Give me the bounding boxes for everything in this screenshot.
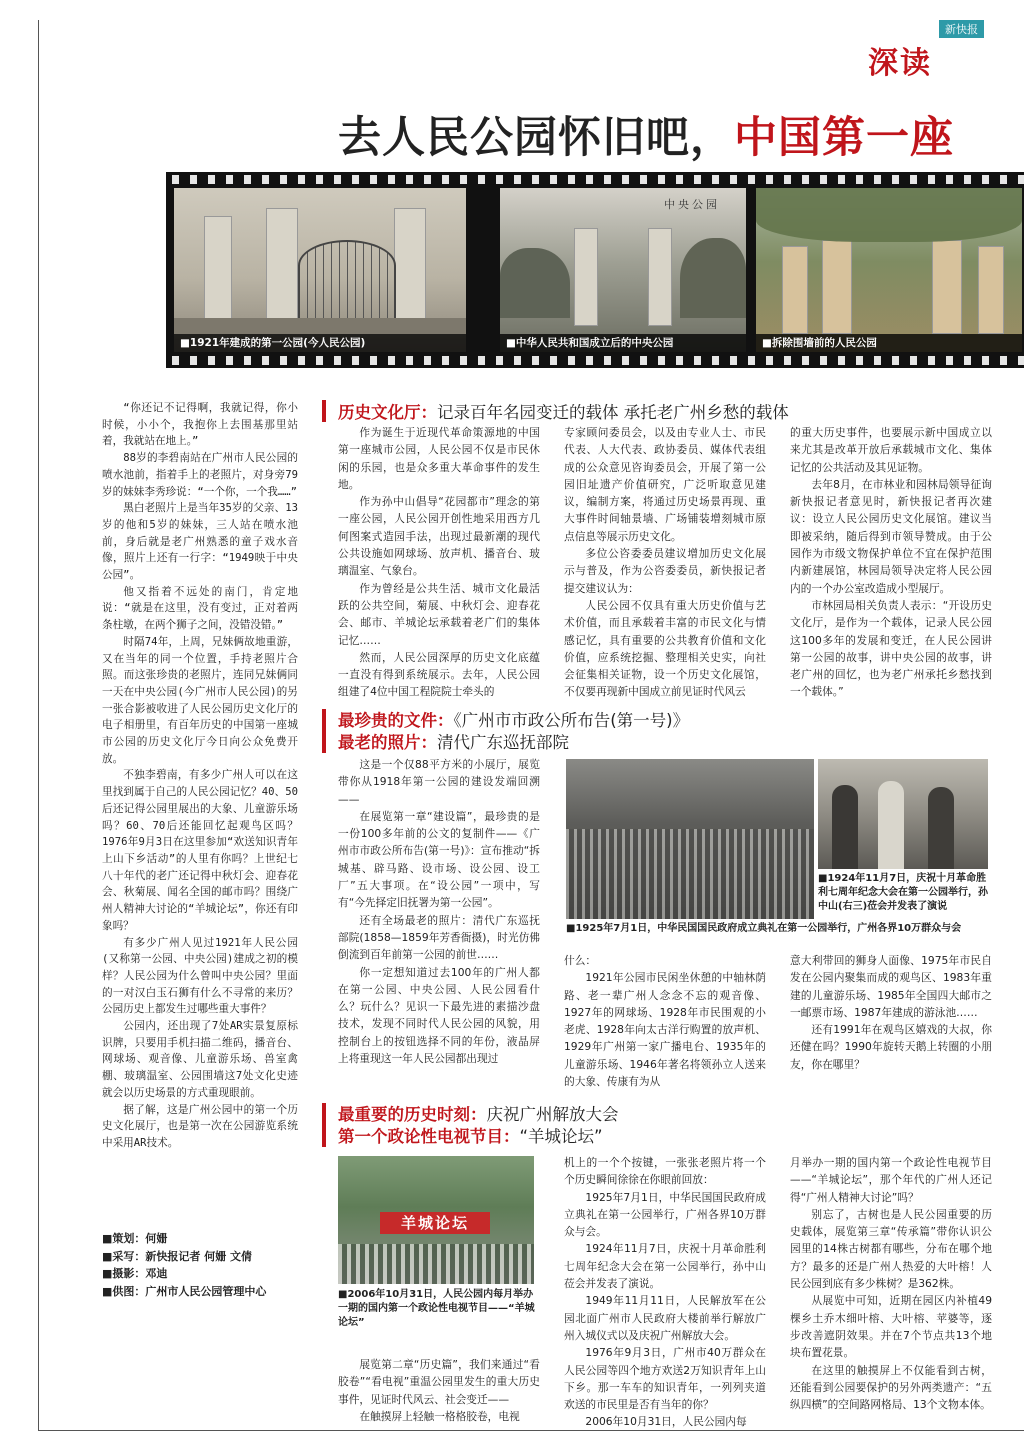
body-paragraph: 从展览中可知，近期在园区内补植49棵乡土乔木细叶榕、大叶榕、苹婆等，逐步改善遮阴效果。并在7个节点共13个地块布置花景。 bbox=[790, 1294, 992, 1360]
photo-caption: ■拆除围墙前的人民公园 bbox=[756, 334, 1022, 352]
body-paragraph: 还有1991年在观鸟区嬉戏的大叔，你还健在吗？1990年旋转天鹅上转圈的小朋友，你在哪里？ bbox=[790, 1023, 992, 1071]
headline-black: 去人民公园怀旧吧， bbox=[338, 113, 734, 163]
body-paragraph: 多位公咨委委员建议增加历史文化展示与普及，作为公咨委委员，新快报记者提交建议认为： bbox=[564, 547, 766, 595]
body-paragraph: 然而，人民公园深厚的历史文化底蕴一直没有得到系统展示。去年，人民公园组建了4位中国工程院院士牵头的 bbox=[338, 650, 540, 699]
gate-pillar bbox=[574, 228, 598, 326]
gate-pillar bbox=[822, 240, 852, 334]
body-paragraph: 什么： bbox=[564, 954, 597, 967]
section2-column-3 bbox=[790, 952, 992, 1073]
section2-heading-text: 清代广东巡抚部院 bbox=[437, 733, 569, 752]
body-paragraph: 月举办一期的国内第一个政论性电视节目——“羊城论坛”，那个年代的广州人还记得“广州人精神大讨论”吗？ bbox=[790, 1156, 992, 1204]
photo-yangcheng-caption: ■2006年10月31日，人民公园内每月举办一期的国内第一个政论性电视节目——“羊城论坛” bbox=[338, 1289, 535, 1328]
section3-heading-line1 bbox=[338, 1101, 619, 1125]
lead-paragraph: 时隔74年，上周，兄妹俩故地重游，又在当年的同一个位置，手持老照片合照。而这张珍贵的老照片，连同兄妹俩同一天在中央公园(今广州市人民公园)的另一张合影被收进了人民公园历史文化厅的电子相册里，有百年历史的中国第一座城市公园的历史文化厅今日向公众免费开放。 bbox=[102, 635, 298, 765]
section2-heading-text: 《广州市市政公所布告(第一号)》 bbox=[453, 711, 690, 730]
section3-column-2 bbox=[564, 1154, 766, 1431]
crowd bbox=[566, 829, 814, 919]
figure bbox=[878, 781, 904, 869]
body-paragraph: 在这里的触摸屏上不仅能看到古树，还能看到公园要保护的另外两类遗产：“五纵四横”的空间路网格局、13个文物本体。 bbox=[790, 1363, 992, 1412]
photo-1924-caption: ■1924年11月7日，庆祝十月革命胜利七周年纪念大会在第一公园举行，孙中山(右三)莅会并发表了演说 bbox=[818, 873, 988, 912]
section3-heading-text: 庆祝广州解放大会 bbox=[486, 1105, 619, 1124]
brand-badge: 新快报 bbox=[939, 20, 984, 38]
gate-pillar bbox=[648, 228, 672, 326]
photo-1925-ceremony bbox=[566, 759, 814, 919]
gate-pillar bbox=[394, 208, 426, 322]
body-paragraph: 在触摸屏上轻触一格格胶卷，电视 bbox=[359, 1409, 520, 1423]
tree bbox=[500, 248, 570, 318]
body-paragraph: 在展览第一章“建设篇”，最珍贵的是一份100多年前的公文的复制件——《广州市市政公所布告(第一号)》：宣布推动“拆城基、辟马路、设市场、设公园、设工厂”五大事项。在“设公园”一项中，写有“今先择定旧抚署为第一公园”。 bbox=[338, 809, 540, 910]
tree-canopy bbox=[756, 188, 1022, 242]
body-paragraph: 作为诞生于近现代革命策源地的中国第一座城市公园，人民公园不仅是市民休闲的乐园，也是众多重大革命事件的发生地。 bbox=[338, 426, 540, 491]
body-paragraph: 的重大历史事件，也要展示新中国成立以来尤其是改革开放后承载城市文化、集体记忆的公共活动及其见证物。 bbox=[790, 426, 992, 474]
lead-paragraph: 有多少广州人见过1921年人民公园(又称第一公园、中央公园)建成之初的模样？人民公园为什么曾叫中央公园？里面的一对汉白玉石狮有什么不寻常的来历？公园历史上都发生过哪些重大事件？ bbox=[102, 936, 298, 1016]
section1-column-1 bbox=[338, 424, 540, 701]
body-paragraph: 2006年10月31日，人民公园内每 bbox=[585, 1415, 747, 1429]
photo-yangcheng-forum bbox=[338, 1156, 534, 1284]
forum-banner: 羊城论坛 bbox=[380, 1212, 490, 1234]
section3-heading-red: 第一个政论性电视节目： bbox=[338, 1127, 520, 1146]
section-name: 深读 bbox=[868, 46, 932, 81]
credit-line: ■采写：新快报记者 何姗 文倩 bbox=[102, 1249, 253, 1263]
headline-red: 中国第一座 bbox=[734, 113, 954, 163]
film-perforation-top bbox=[166, 175, 1024, 184]
photo-central-park bbox=[500, 188, 746, 352]
photo-1925-caption: ■1925年7月1日，中华民国国民政府成立典礼在第一公园举行，广州各界10万群众与会 bbox=[566, 923, 962, 934]
credit-line: ■摄影：邓迪 bbox=[102, 1267, 168, 1280]
body-paragraph: 1949年11月11日，人民解放军在公园北面广州市人民政府大楼前举行解放广州入城仪式以及庆祝广州解放大会。 bbox=[564, 1294, 766, 1342]
page-frame-bottom bbox=[38, 1430, 1024, 1431]
section3-column-3 bbox=[790, 1154, 992, 1413]
body-paragraph: 这是一个仅88平方米的小展厅，展览带你从1918年第一公园的建设发端回溯—— bbox=[338, 758, 540, 806]
audience bbox=[338, 1244, 534, 1284]
lead-paragraph: “你还记不记得啊，我就记得，你小时候，小小个，我抱你上去围基那里站着，我就站在地上。” bbox=[102, 402, 298, 448]
section2-column-1 bbox=[338, 756, 540, 1067]
body-paragraph: 去年8月，在市林业和园林局领导征询新快报记者意见时，新快报记者再次建议：设立人民公园历史文化展馆。建议当即被采纳，随后得到市领导赞成。由于公园作为市级文物保护单位不宜在保护范围内新建展馆，林园局领导决定将人民公园内的一个办公室改造成小型展厅。 bbox=[790, 477, 992, 595]
section3-column-1 bbox=[338, 1356, 540, 1425]
section1-column-3 bbox=[790, 424, 992, 701]
page-frame-left bbox=[38, 20, 39, 1430]
lead-story-column bbox=[102, 400, 298, 1152]
section2-heading-red: 最珍贵的文件： bbox=[338, 711, 454, 730]
section-marker bbox=[322, 1103, 326, 1147]
section-marker bbox=[322, 400, 326, 422]
body-paragraph: 别忘了，古树也是人民公园重要的历史载体，展览第三章“传承篇”带你认识公园里的14株古树都有哪些，分布在哪个地方？最多的还是广州人热爱的大叶榕！人民公园到底有多少株树？是362株。 bbox=[790, 1207, 992, 1291]
section2-heading-line2 bbox=[338, 729, 569, 753]
page-headline bbox=[338, 104, 954, 165]
body-paragraph: 还有全场最老的照片：清代广东巡抚部院(1858—1859年芳香衙摄)，时光仿佛倒流到百年前第一公园的前世…… bbox=[338, 913, 540, 962]
photo-people-park-before-wall-removal bbox=[756, 188, 1022, 352]
section3-heading-red: 最重要的历史时刻： bbox=[338, 1105, 487, 1124]
body-paragraph: 1924年11月7日，庆祝十月革命胜利七周年纪念大会在第一公园举行，孙中山莅会并发表了演说。 bbox=[564, 1242, 766, 1291]
photo-first-park-1921 bbox=[174, 188, 466, 352]
figure bbox=[928, 787, 954, 869]
film-perforation-bottom bbox=[166, 356, 1024, 365]
credit-line: ■供图：广州市人民公园管理中心 bbox=[102, 1284, 267, 1298]
body-paragraph: 市林园局相关负责人表示：“开设历史文化厅，是作为一个载体，记录人民公园这100多年的发展和变迁，在人民公园讲第一公园的故事，讲中央公园的故事，讲老广州的回忆，也为老广州承托乡愁找到一个载体。” bbox=[790, 598, 992, 699]
body-paragraph: 专家顾问委员会，以及由专业人士、市民代表、人大代表、政协委员、媒体代表组成的公众意见咨询委员会，开展了第一公园旧址遗产价值研究，广泛听取意见建议，编制方案，将通过历史场景再现、重大事件时间轴景墙、广场铺装增刻城市原点信息等展示历史文化。 bbox=[564, 426, 766, 543]
lead-paragraph: 公园内，还出现了7处AR实景复原标识牌，只要用手机扫描二维码，播音台、网球场、观音像、儿童游乐场、兽室禽棚、玻璃温室、公园围墙这7处文化史迹就会以历史场景的方式重现眼前。 bbox=[102, 1020, 298, 1099]
body-paragraph: 作为孙中山倡导“花园都市”理念的第一座公园，人民公园开创性地采用西方几何图案式造园手法，出现过最新潮的现代公共设施如网球场、放声机、播音台、玻璃温室、气象台。 bbox=[338, 495, 540, 578]
ground bbox=[174, 318, 466, 334]
credit-line: ■策划：何姗 bbox=[102, 1232, 168, 1245]
body-paragraph: 展览第二章“历史篇”，我们来通过“看胶卷”“看电视”重温公园里发生的重大历史事件，见证时代风云、社会变迁—— bbox=[338, 1358, 540, 1406]
photo-filmstrip bbox=[166, 172, 1024, 368]
section-marker bbox=[322, 709, 326, 753]
section1-heading-text: 记录百年名园变迁的载体 承托老广州乡愁的载体 bbox=[437, 403, 789, 422]
body-paragraph: 1921年公园市民闲坐休憩的中轴林荫路、老一辈广州人念念不忘的观音像、1927年的网球场、1928年市民围观的小老虎、1928年向太古洋行购置的放声机、1929年广州第一家广播电台、1935年的儿童游乐场、1946年著名将领孙立人送来的大象、传康有为从 bbox=[564, 971, 766, 1089]
body-paragraph: 你一定想知道过去100年的广州人都在第一公园、中央公园、人民公园看什么？玩什么？见识一下最先进的素描沙盘技术，发现不同时代人民公园的风貌，用控制台上的按钮选择不同的年份，液晶屏上将重现这一年人民公园都出现过 bbox=[338, 965, 540, 1066]
body-paragraph: 1976年9月3日，广州市40万群众在人民公园等四个地方欢送2万知识青年上山下乡。那一车车的知识青年，一列列夹道欢送的市民里是否有当年的你？ bbox=[564, 1346, 766, 1412]
body-paragraph: 作为曾经是公共生活、城市文化最活跃的公共空间，菊展、中秋灯会、迎春花会、邮市、羊城论坛承载着老广们的集体记忆…… bbox=[338, 581, 540, 647]
credits-block bbox=[102, 1230, 302, 1300]
section2-heading-line1 bbox=[338, 707, 689, 731]
tree bbox=[680, 238, 746, 318]
body-paragraph: 意大利带回的狮身人面像、1975年市民自发在公园内聚集而成的观鸟区、1983年重建的儿童游乐场、1985年全国四大邮市之一邮票市场、1987年建成的游泳池…… bbox=[790, 954, 992, 1019]
gate-pillar bbox=[782, 246, 808, 334]
body-paragraph: 1925年7月1日，中华民国国民政府成立典礼在第一公园举行，广州各界10万群众与会。 bbox=[564, 1190, 766, 1239]
section2-column-2 bbox=[564, 952, 766, 1090]
gate-pillar bbox=[266, 208, 298, 322]
body-paragraph: 机上的一个个按键，一张张老照片将一个个历史瞬间徐徐在你眼前回放： bbox=[564, 1156, 766, 1187]
lead-paragraph: 黑白老照片上是当年35岁的父亲、13岁的他和5岁的妹妹，三人站在喷水池前，身后就是老广州熟悉的童子戏水音像，照片上还有一行字：“1949映于中央公园”。 bbox=[102, 502, 298, 582]
park-sign: 中央公园 bbox=[664, 198, 720, 211]
lead-paragraph: 他又指着不远处的南门，肯定地说：“就是在这里，没有变过，正对着两条柱墩，在两个狮子之间，没错没错。” bbox=[102, 585, 298, 632]
gate-pillar bbox=[978, 246, 1004, 334]
section1-heading-red: 历史文化厅： bbox=[338, 403, 437, 422]
section3-heading-text: “羊城论坛” bbox=[519, 1127, 603, 1146]
figure bbox=[832, 785, 858, 869]
photo-caption: ■1921年建成的第一公园(今人民公园) bbox=[174, 334, 466, 352]
photo-1924-sun-yat-sen bbox=[818, 759, 988, 869]
gate-pillar bbox=[204, 216, 232, 320]
section2-heading-red: 最老的照片： bbox=[338, 733, 437, 752]
lead-paragraph: 不独李碧南，有多少广州人可以在这里找到属于自己的人民公园记忆？40、50后还记得公园里展出的大象、儿童游乐场吗？60、70后还能回忆起观鸟区吗？1976年9月3日在这里参加“欢送知识青年上山下乡活动”的人里有你吗？上世纪七八十年代的老广还记得中秋灯会、迎春花会、秋菊展、闻名全国的邮市吗？围绕广州人精神大讨论的“羊城论坛”，你还有印象吗？ bbox=[102, 769, 298, 932]
section1-column-2 bbox=[564, 424, 766, 701]
section3-heading-line2 bbox=[338, 1123, 603, 1147]
iron-gate bbox=[298, 240, 396, 324]
gate-pillar bbox=[932, 240, 962, 334]
lead-paragraph: 据了解，这是广州公园中的第一个历史文化展厅，也是第一次在公园游览系统中采用AR技术。 bbox=[102, 1103, 298, 1149]
body-paragraph: 人民公园不仅具有重大历史价值与艺术价值，而且承载着丰富的市民文化与情感记忆，具有重要的公共教育价值和文化价值，应系统挖掘、整理相关史实，向社会征集相关证物，设一个历史文化展馆，不仅要再现新中国成立前见证时代风云 bbox=[564, 598, 766, 699]
photo-caption: ■中华人民共和国成立后的中央公园 bbox=[500, 334, 746, 352]
section1-heading bbox=[338, 399, 789, 423]
lead-paragraph: 88岁的李碧南站在广州市人民公园的喷水池前，指着手上的老照片，对身旁79岁的妹妹李秀珍说：“一个你，一个我……” bbox=[102, 452, 298, 498]
